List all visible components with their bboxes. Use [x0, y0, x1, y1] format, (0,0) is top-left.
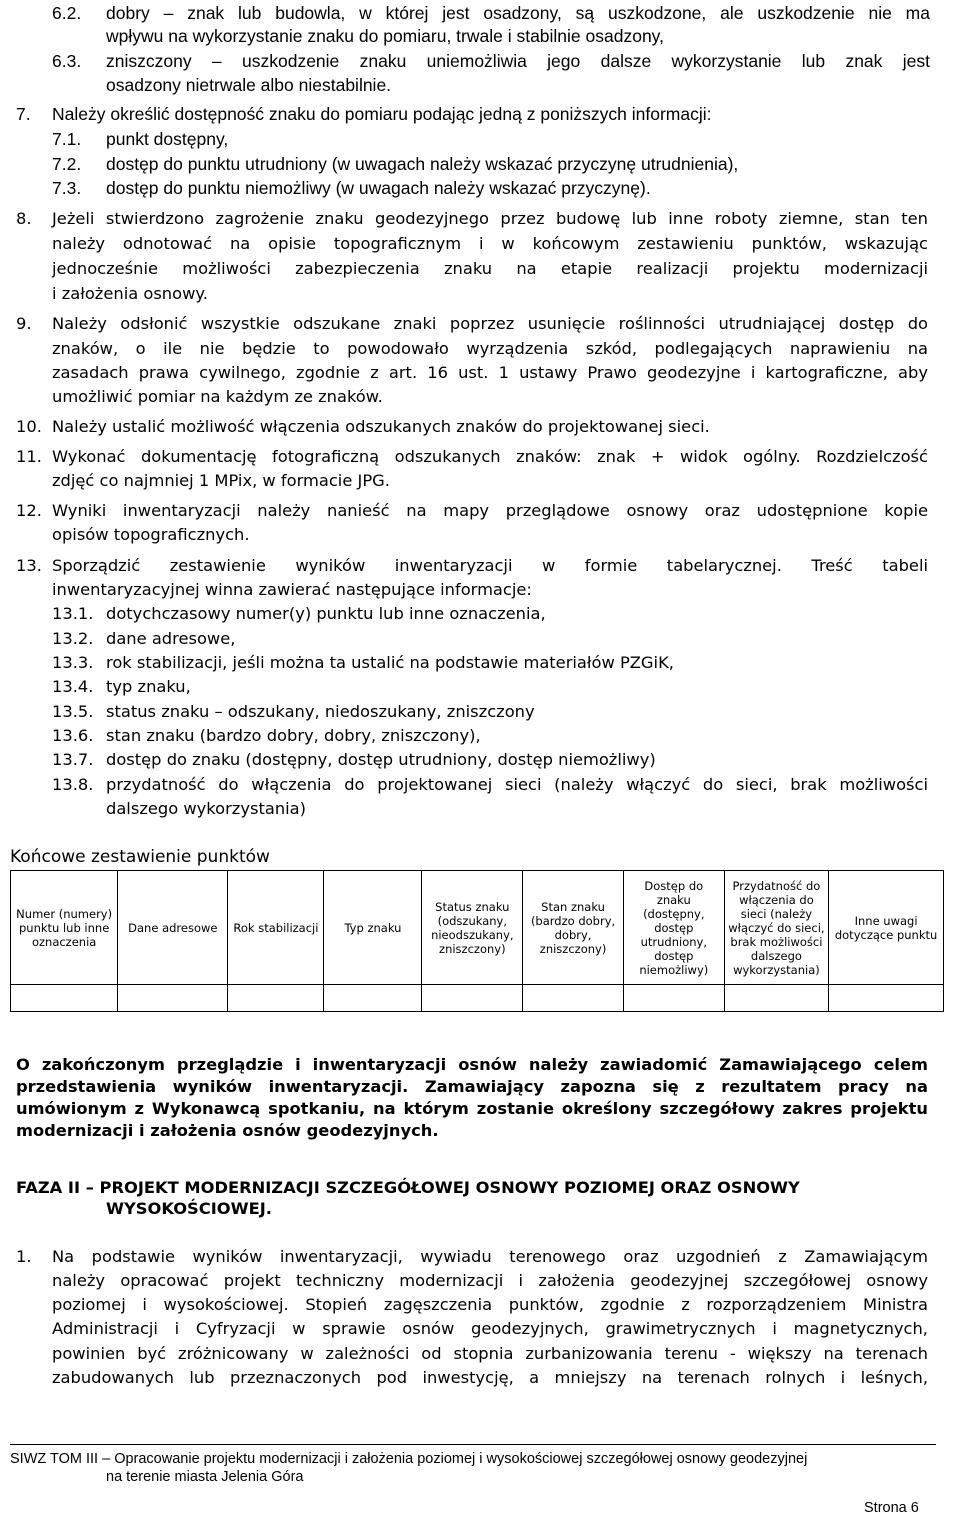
phase-item-line: powinien być zróżnicowany w zależności od stopnia zurbanizowania terenu - większy na terenach [52, 1344, 928, 1363]
item-8-line: Jeżeli stwierdzono zagrożenie znaku geodezyjnego przez budowę lub inne roboty ziemne, stan ten [52, 209, 928, 228]
item-text: dostęp do punktu niemożliwy (w uwagach należy wskazać przyczynę). [106, 178, 651, 198]
item-text: Należy określić dostępność znaku do pomiaru podając jedną z poniższych informacji: [52, 104, 712, 124]
item-11-number: 11. [16, 447, 42, 466]
phase-item-line: zabudowanych lub przeznaczonych pod inwestycję, a mniejszy na terenach rolnych i leśnych, [52, 1368, 928, 1387]
table-cell [724, 985, 828, 1012]
phase-item-number: 1. [16, 1247, 32, 1266]
sub-number: 13.2. [52, 629, 94, 648]
table-header-cell: Numer (numery) punktu lub inne oznaczenia [11, 871, 118, 985]
item-number: 6.2. [52, 3, 82, 23]
item-text: dobry – znak lub budowla, w której jest osadzony, są uszkodzone, ale uszkodzenie nie ma [106, 3, 930, 23]
sub-text: rok stabilizacji, jeśli można ta ustalić na podstawie materiałów PZGiK, [106, 653, 674, 672]
table-cell [228, 985, 324, 1012]
item-13-line: Sporządzić zestawienie wyników inwentaryzacji w formie tabelarycznej. Treść tabeli [52, 556, 928, 575]
sub-number: 13.1. [52, 604, 94, 623]
phase-title-cont: WYSOKOŚCIOWEJ. [106, 1199, 272, 1218]
sub-text: przydatność do włączenia do projektowanej sieci (należy włączyć do sieci, brak możliwości [106, 775, 928, 794]
notice-line: przedstawienia wyników inwentaryzacji. Zamawiający zapozna się z rezultatem pracy na [16, 1077, 928, 1096]
item-9-line: znaków, o ile nie będzie to powodowało wyrządzenia szkód, podlegających naprawieniu na [52, 339, 928, 358]
sub-text: dane adresowe, [106, 629, 236, 648]
item-text: dostęp do punktu utrudniony (w uwagach należy wskazać przyczynę utrudnienia), [106, 154, 739, 174]
sub-number: 13.7. [52, 750, 94, 769]
item-8-line: i założenia osnowy. [52, 284, 208, 303]
item-text: zniszczony – uszkodzenie znaku uniemożliwia jego dalsze wykorzystanie lub znak jest [106, 51, 930, 71]
sub-text: status znaku – odszukany, niedoszukany, zniszczony [106, 702, 535, 721]
sub-number: 13.4. [52, 677, 94, 696]
sub-text: dotychczasowy numer(y) punktu lub inne oznaczenia, [106, 604, 546, 623]
item-13-line: inwentaryzacyjnej winna zawierać następujące informacje: [52, 580, 532, 599]
item-12-line: Wyniki inwentaryzacji należy nanieść na mapy przeglądowe osnowy oraz udostępnione kopie [52, 501, 928, 520]
table-cell [829, 985, 944, 1012]
table-cell [118, 985, 228, 1012]
table-cell [623, 985, 724, 1012]
sub-number: 13.8. [52, 775, 94, 794]
item-9-line: zasadach prawa cywilnego, zgodnie z art. 16 ust. 1 ustawy Prawo geodezyjne i kartograficzne, aby [52, 363, 928, 382]
table-header-cell: Typ znaku [324, 871, 422, 985]
item-9-number: 9. [16, 314, 32, 333]
phase-item-line: należy opracować projekt techniczny modernizacji i założenia geodezyjnej szczegółowej osnowy [52, 1271, 928, 1290]
sub-number: 13.5. [52, 702, 94, 721]
table-header-cell: Przydatność do włączenia do sieci (należy włączyć do sieci, brak możliwości dalszego wykorzystania) [724, 871, 828, 985]
sub-number: 13.3. [52, 653, 94, 672]
item-9-line: Należy odsłonić wszystkie odszukane znaki poprzez usunięcie roślinności utrudniającej dostęp do [52, 314, 928, 333]
phase-item-line: poziomej i wysokościowej. Stopień zagęszczenia punktów, zgodnie z rozporządzeniem Ministra [52, 1295, 928, 1314]
table-row [11, 985, 944, 1012]
item-10-number: 10. [16, 417, 42, 436]
item-number: 7.1. [52, 129, 82, 149]
item-number: 6.3. [52, 51, 82, 71]
phase-title: FAZA II – PROJEKT MODERNIZACJI SZCZEGÓŁOWEJ OSNOWY POZIOMEJ ORAZ OSNOWY [16, 1178, 800, 1197]
sub-item-cont: dalszego wykorzystania) [106, 799, 307, 818]
table-header-cell: Stan znaku (bardzo dobry, dobry, zniszczony) [523, 871, 624, 985]
footer-text-cont: na terenie miasta Jelenia Góra [106, 1469, 304, 1485]
item-number: 7.2. [52, 154, 82, 174]
sub-text: typ znaku, [106, 677, 191, 696]
footer-divider [10, 1444, 936, 1445]
item-6-3-cont: osadzony nietrwale albo niestabilnie. [106, 75, 392, 95]
item-9-line: umożliwić pomiar na każdym ze znaków. [52, 387, 383, 406]
item-text: punkt dostępny, [106, 129, 229, 149]
table-header-cell: Status znaku (odszukany, nieodszukany, zniszczony) [422, 871, 523, 985]
phase-item-line: Administracji i Cyfryzacji w sprawie osnów geodezyjnych, grawimetrycznych i magnetycznych, [52, 1319, 928, 1338]
summary-table [10, 870, 944, 986]
item-13-number: 13. [16, 556, 42, 575]
item-12-line: opisów topograficznych. [52, 525, 250, 544]
item-8-line: należy odnotować na opisie topograficznym i w końcowym zestawieniu punktów, wskazując [52, 234, 928, 253]
table-header-cell: Dostęp do znaku (dostępny, dostęp utrudniony, dostęp niemożliwy) [623, 871, 724, 985]
footer-text: SIWZ TOM III – Opracowanie projektu modernizacji i założenia poziomej i wysokościowej szczegółowej osnowy geodezyjnej [10, 1451, 808, 1467]
sub-text: stan znaku (bardzo dobry, dobry, zniszczony), [106, 726, 481, 745]
page-number: Strona 6 [864, 1500, 919, 1516]
item-number: 7.3. [52, 178, 82, 198]
notice-line: modernizacji i założenia osnów geodezyjnych. [16, 1121, 439, 1140]
sub-number: 13.6. [52, 726, 94, 745]
item-12-number: 12. [16, 501, 42, 520]
item-8-number: 8. [16, 209, 32, 228]
table-title: Końcowe zestawienie punktów [10, 847, 270, 867]
table-cell [324, 985, 422, 1012]
item-10-line: Należy ustalić możliwość włączenia odszukanych znaków do projektowanej sieci. [52, 417, 710, 436]
item-8-line: jednocześnie możliwości zabezpieczenia znaku na etapie realizacji projektu modernizacji [52, 259, 928, 278]
notice-line: umówionym z Wykonawcą spotkaniu, na którym zostanie określony szczegółowy zakres projektu [16, 1099, 928, 1118]
table-cell [523, 985, 624, 1012]
sub-text: dostęp do znaku (dostępny, dostęp utrudniony, dostęp niemożliwy) [106, 750, 656, 769]
table-header-cell: Dane adresowe [118, 871, 228, 985]
item-number: 7. [16, 104, 31, 124]
table-cell [422, 985, 523, 1012]
table-header-cell: Inne uwagi dotyczące punktu [829, 871, 944, 985]
table-cell [11, 985, 118, 1012]
item-11-line: Wykonać dokumentację fotograficzną odszukanych znaków: znak + widok ogólny. Rozdzielczość [52, 447, 928, 466]
notice-line: O zakończonym przeglądzie i inwentaryzacji osnów należy zawiadomić Zamawiającego celem [16, 1055, 928, 1074]
phase-item-line: Na podstawie wyników inwentaryzacji, wywiadu terenowego oraz uzgodnień z Zamawiającym [52, 1247, 928, 1266]
item-11-line: zdjęć co najmniej 1 MPix, w formacie JPG. [52, 471, 390, 490]
item-6-2-cont: wpływu na wykorzystanie znaku do pomiaru, trwale i stabilnie osadzony, [106, 26, 665, 46]
table-header-cell: Rok stabilizacji [228, 871, 324, 985]
